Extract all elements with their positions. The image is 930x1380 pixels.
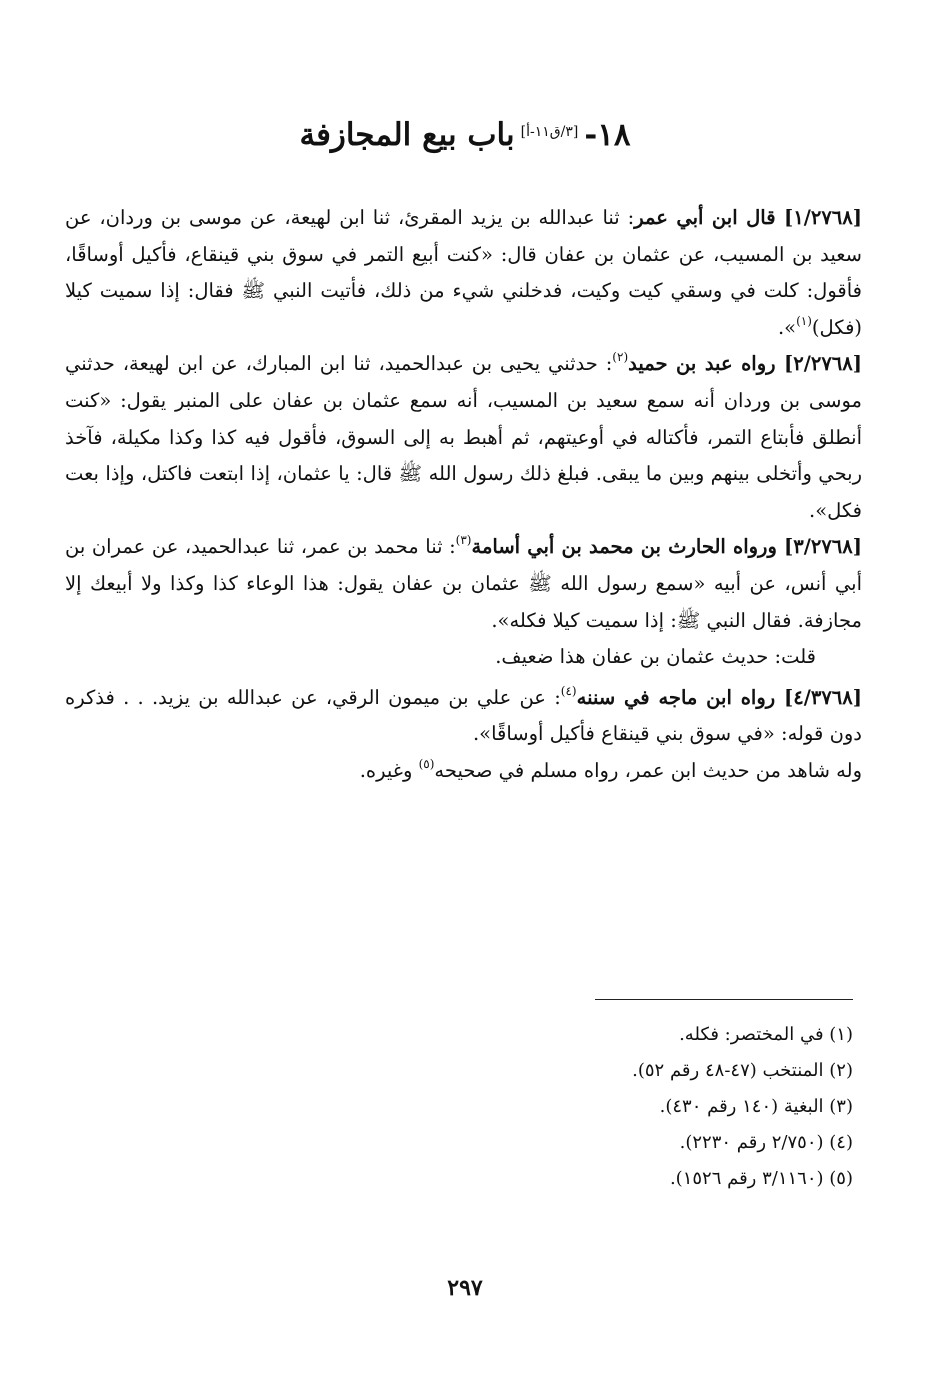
footnote-separator [595, 999, 853, 1000]
manuscript-reference: [٣/ق١١-أ] [520, 124, 579, 140]
footnote-marker: (٤) [560, 683, 577, 698]
chapter-title: باب بيع المجازفة [299, 117, 515, 153]
supporting-narration [65, 753, 862, 790]
paragraph-text: : عن علي بن ميمون الرقي، عن عبدالله بن يزيد. . . فذكره دون قوله: «في سوق بني قينقاع فأكيل أوساقًا». [65, 685, 862, 746]
footnote-1: (١) في المختصر: فكله. [679, 1024, 853, 1045]
footnote-marker: (١) [796, 313, 812, 328]
paragraph-text: : حدثني يحيى بن عبدالحميد، ثنا ابن المبارك، عن ابن لهيعة، حدثني موسى بن وردان أنه سمع سعيد بن المسيب، أنه سمع عثمان بن عفان على المنبر يقول: «كنت أنطلق فأبتاع التمر، فأكتاله في أوعيتهم، ثم أهبط به إلى السوق، فأقول فيه كذا وكذا مكيلة، فآخذ ربحي وأتخلى بينهم وبين ما يبقى. فبلغ ذلك رسول الله ﷺ قال: يا عثمان، إذا ابتعت فاكتل، وإذا بعت فكل». [65, 352, 862, 522]
footnote-4: (٤) (٢/٧٥٠ رقم ٢٢٣٠). [679, 1132, 853, 1153]
footnotes [353, 1017, 853, 1197]
paragraph-text-end: ». [777, 315, 797, 339]
paragraph-text: وله شاهد من حديث ابن عمر، رواه مسلم في صحيحه [434, 758, 862, 782]
chapter-heading [0, 108, 930, 159]
chapter-number: ١٨- [584, 117, 631, 153]
paragraph-text: قلت: حديث عثمان بن عفان هذا ضعيف. [495, 645, 816, 669]
paragraph-text: : ثنا عبدالله بن يزيد المقرئ، ثنا ابن لهيعة، عن موسى بن وردان، عن سعيد بن المسيب، عن عثمان بن عفان قال: «كنت أبيع التمر في سوق بني قينقاع، فأكيل أوساقًا، فأقول: كلت في وسقي كيت وكيت، فدخلني شيء من ذلك، فأتيت النبي ﷺ فقال: إذا سميت كيلا (فكل) [65, 206, 862, 339]
hadith-reference: [٣/٢٧٦٨] ورواه الحارث بن محمد بن أبي أسامة [471, 535, 862, 559]
hadith-paragraph-2 [65, 346, 862, 529]
author-remark [65, 639, 862, 676]
hadith-paragraph-4 [65, 680, 862, 753]
hadith-paragraph-3 [65, 529, 862, 639]
paragraph-text-end: وغيره. [359, 758, 419, 782]
paragraph-text: : ثنا محمد بن عمر، ثنا عبدالحميد، عن عمران بن أبي أنس، عن أبيه «سمع رسول الله ﷺ عثمان بن عفان يقول: هذا الوعاء كذا وكذا ولا أبيعك إلا مجازفة. فقال النبي ﷺ: إذا سميت كيلا فكله». [65, 535, 862, 632]
hadith-reference: [٤/٣٧٦٨] رواه ابن ماجه في سننه [576, 685, 862, 709]
footnote-marker: (٥) [418, 756, 435, 771]
hadith-paragraph-1 [65, 200, 862, 346]
hadith-reference: [١/٢٧٦٨] قال ابن أبي عمر [634, 206, 862, 229]
footnote-marker: (٢) [612, 350, 629, 365]
footnote-2: (٢) المنتخب (٤٧-٤٨ رقم ٥٢). [632, 1060, 853, 1081]
footnote-marker: (٣) [455, 533, 472, 548]
footnote-3: (٣) البغية (١٤٠ رقم ٤٣٠). [659, 1096, 853, 1117]
footnote-5: (٥) (٣/١١٦٠ رقم ١٥٢٦). [669, 1168, 853, 1189]
main-text [65, 200, 862, 790]
page-number: ٢٩٧ [447, 1275, 483, 1301]
hadith-reference: [٢/٢٧٦٨] رواه عبد بن حميد [628, 352, 862, 376]
